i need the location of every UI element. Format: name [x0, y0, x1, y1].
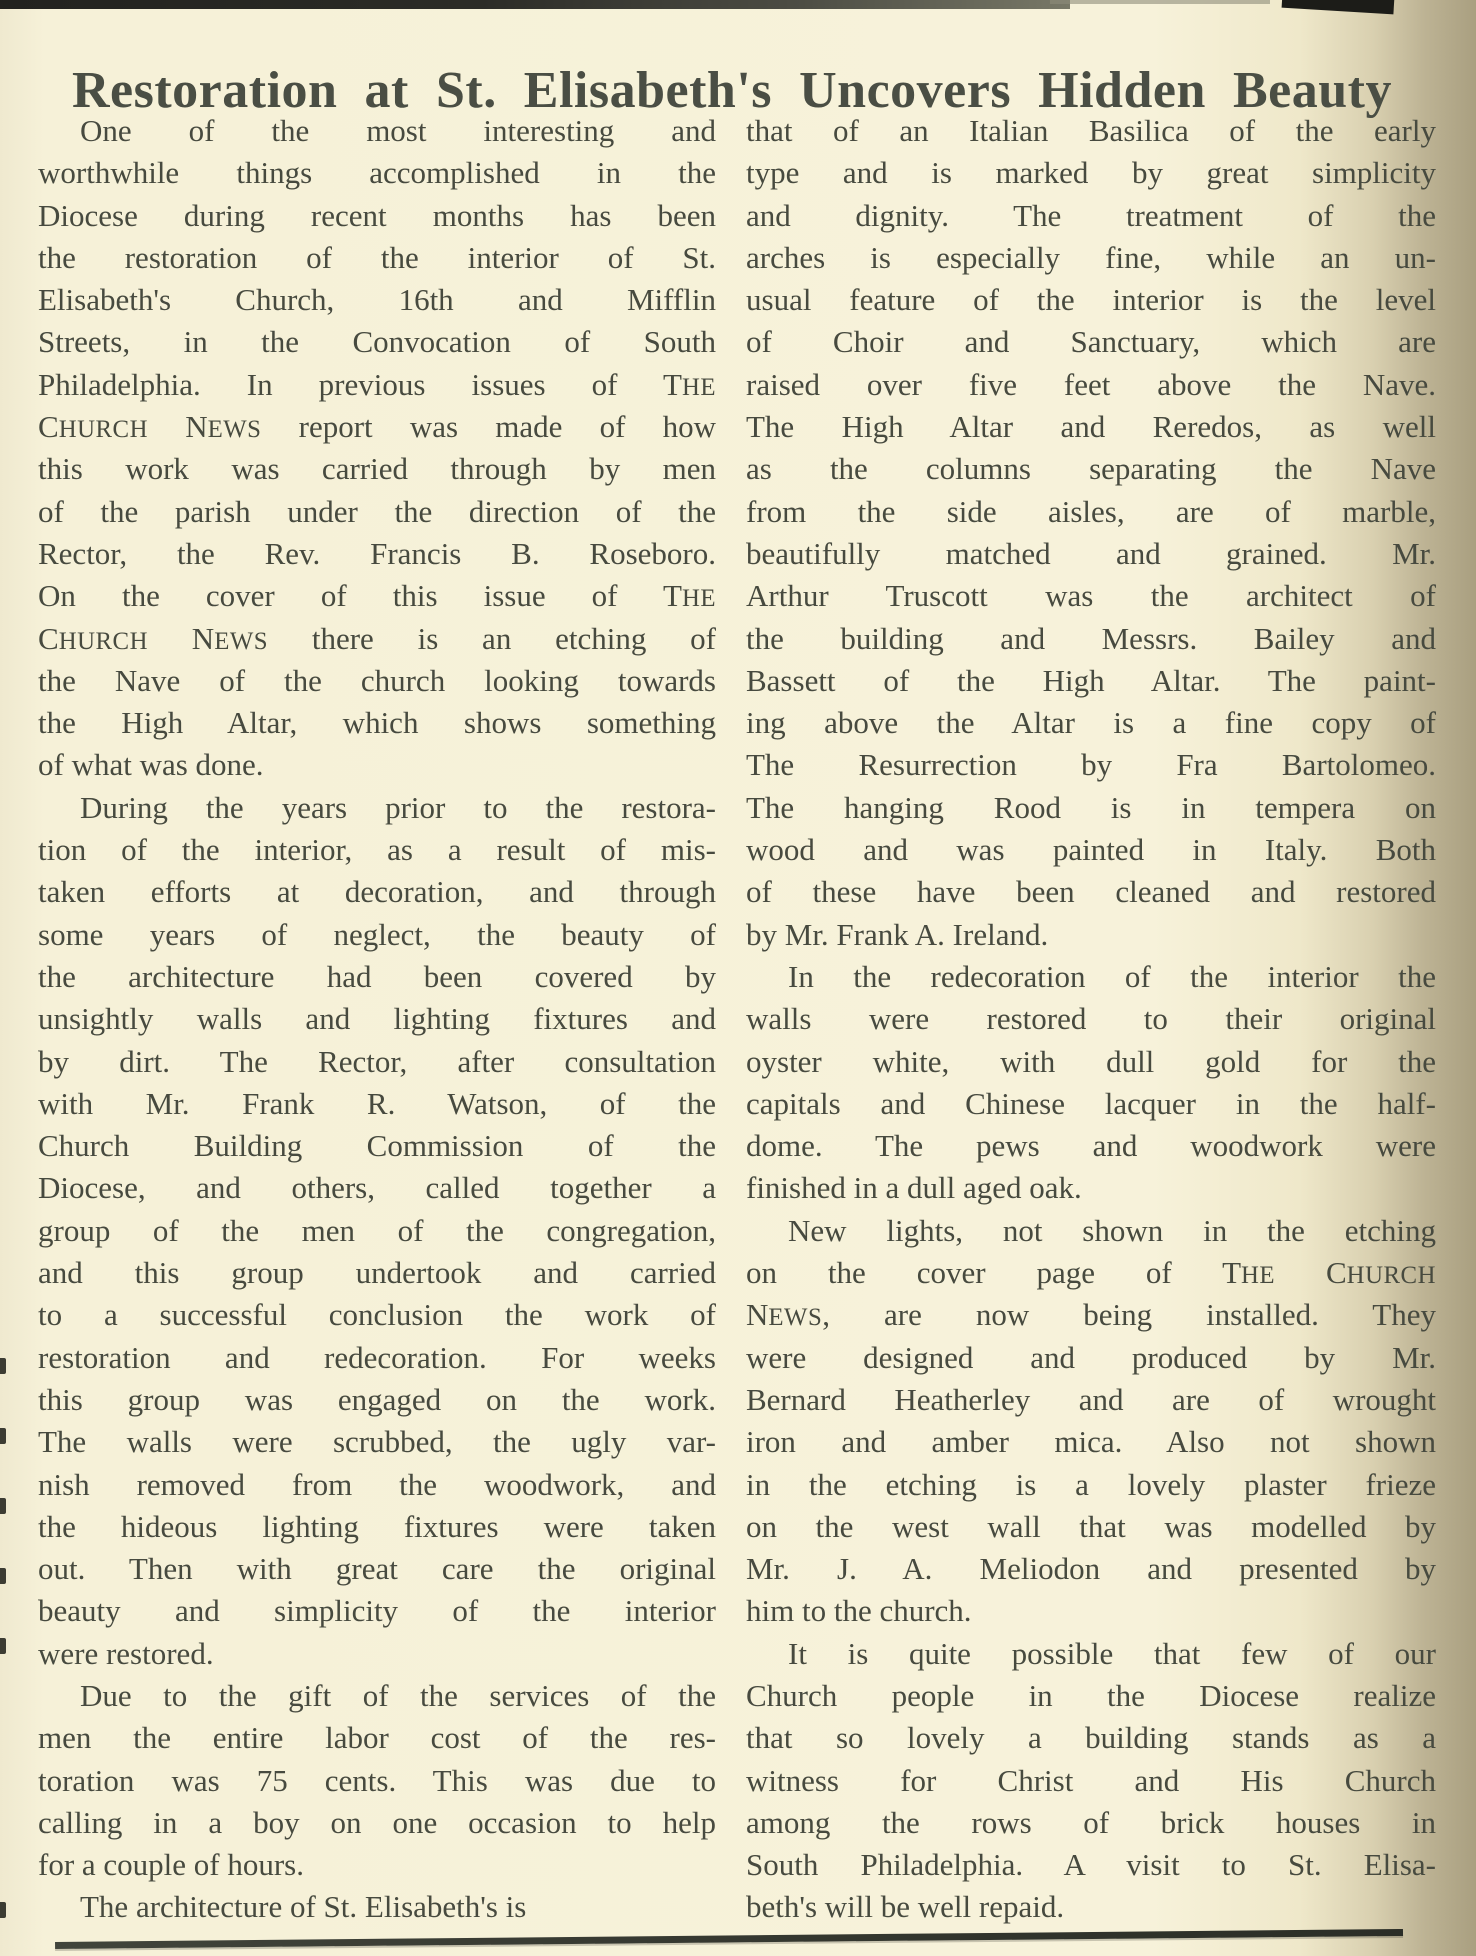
text-line: this group was engaged on the work.	[38, 1381, 716, 1417]
left-edge-bleed-mark	[0, 1358, 6, 1374]
text-line: from the side aisles, are of marble,	[746, 493, 1436, 529]
text-line: arches is especially fine, while an un-	[746, 239, 1436, 275]
bottom-rule	[55, 1929, 1403, 1949]
text-line: the building and Messrs. Bailey and	[746, 620, 1436, 656]
text-line: beautifully matched and grained. Mr.	[746, 535, 1436, 571]
text-line: men the entire labor cost of the res-	[38, 1720, 716, 1756]
text-line: restoration and redecoration. For weeks	[38, 1339, 716, 1375]
text-line: the Nave of the church looking towards	[38, 662, 716, 698]
text-line: tion of the interior, as a result of mis-	[38, 832, 716, 868]
text-line: Diocese during recent months has been	[38, 197, 716, 233]
text-line: The architecture of St. Elisabeth's is	[80, 1889, 527, 1925]
right-column	[746, 110, 1436, 1929]
text-line: among the rows of brick houses in	[746, 1804, 1436, 1840]
text-line: were designed and produced by Mr.	[746, 1339, 1436, 1375]
text-line: It is quite possible that few of our	[788, 1635, 1436, 1671]
text-line: In the redecoration of the interior the	[788, 958, 1436, 994]
text-line: South Philadelphia. A visit to St. Elisa-	[746, 1847, 1436, 1883]
text-line: on the cover page of THE CHURCH	[746, 1255, 1436, 1291]
top-rule-artifact	[0, 0, 1070, 9]
text-line: in the etching is a lovely plaster frieze	[746, 1466, 1436, 1502]
text-line: that so lovely a building stands as a	[746, 1720, 1436, 1756]
text-line: Philadelphia. In previous issues of THE	[38, 366, 716, 402]
text-line: with Mr. Frank R. Watson, of the	[38, 1085, 716, 1121]
text-line: the restoration of the interior of St.	[38, 239, 716, 275]
text-line: The Resurrection by Fra Bartolomeo.	[746, 747, 1436, 783]
text-line: of these have been cleaned and restored	[746, 874, 1436, 910]
text-line: this work was carried through by men	[38, 451, 716, 487]
text-line: dome. The pews and woodwork were	[746, 1128, 1436, 1164]
text-line: of the parish under the direction of the	[38, 493, 716, 529]
text-line: calling in a boy on one occasion to help	[38, 1804, 716, 1840]
text-line: that of an Italian Basilica of the early	[746, 113, 1436, 148]
text-line: Elisabeth's Church, 16th and Mifflin	[38, 282, 716, 318]
text-line: wood and was painted in Italy. Both	[746, 832, 1436, 868]
top-rule-faint-artifact	[1050, 0, 1270, 4]
text-line: walls were restored to their original	[746, 1001, 1436, 1037]
text-line: as the columns separating the Nave	[746, 451, 1436, 487]
left-edge-bleed-mark	[0, 1568, 6, 1584]
text-line: Streets, in the Convocation of South	[38, 324, 716, 360]
text-line: The hanging Rood is in tempera on	[746, 789, 1436, 825]
text-line: Arthur Truscott was the architect of	[746, 578, 1436, 614]
text-line: On the cover of this issue of THE	[38, 578, 716, 614]
text-line: Bernard Heatherley and are of wrought	[746, 1381, 1436, 1417]
left-edge-bleed-mark	[0, 1428, 6, 1444]
text-line: CHURCH NEWS report was made of how	[38, 409, 716, 445]
left-column	[38, 110, 716, 1929]
text-line: the architecture had been covered by	[38, 958, 716, 994]
text-line: New lights, not shown in the etching	[788, 1212, 1436, 1248]
left-edge-bleed-mark	[0, 1498, 6, 1514]
text-line: Church people in the Diocese realize	[746, 1677, 1436, 1713]
text-line: and dignity. The treatment of the	[746, 197, 1436, 233]
text-line: him to the church.	[746, 1593, 972, 1629]
top-right-ink-mark	[1282, 0, 1395, 14]
text-line: worthwhile things accomplished in the	[38, 155, 716, 191]
text-line: iron and amber mica. Also not shown	[746, 1424, 1436, 1460]
article-headline: Restoration at St. Elisabeth's Uncovers Hidden Beauty	[72, 61, 1392, 119]
text-line: raised over five feet above the Nave.	[746, 366, 1436, 402]
text-line: ing above the Altar is a fine copy of	[746, 705, 1436, 741]
text-line: and this group undertook and carried	[38, 1255, 716, 1291]
text-line: The High Altar and Reredos, as well	[746, 409, 1436, 445]
text-line: beth's will be well repaid.	[746, 1889, 1065, 1925]
text-line: on the west wall that was modelled by	[746, 1508, 1436, 1544]
text-line: the High Altar, which shows something	[38, 705, 716, 741]
text-line: witness for Christ and His Church	[746, 1762, 1436, 1798]
text-line: group of the men of the congregation,	[38, 1212, 716, 1248]
text-line: Mr. J. A. Meliodon and presented by	[746, 1551, 1436, 1587]
text-line: by dirt. The Rector, after consultation	[38, 1043, 716, 1079]
text-line: were restored.	[38, 1635, 214, 1671]
text-line: Bassett of the High Altar. The paint-	[746, 662, 1436, 698]
text-line: some years of neglect, the beauty of	[38, 916, 716, 952]
text-line: by Mr. Frank A. Ireland.	[746, 916, 1049, 952]
text-line: The walls were scrubbed, the ugly var-	[38, 1424, 716, 1460]
text-line: oyster white, with dull gold for the	[746, 1043, 1436, 1079]
text-line: usual feature of the interior is the level	[746, 282, 1436, 318]
text-line: taken efforts at decoration, and through	[38, 874, 716, 910]
text-line: Rector, the Rev. Francis B. Roseboro.	[38, 535, 716, 571]
text-line: Due to the gift of the services of the	[80, 1677, 716, 1713]
text-line: of Choir and Sanctuary, which are	[746, 324, 1436, 360]
text-line: finished in a dull aged oak.	[746, 1170, 1082, 1206]
text-line: CHURCH NEWS there is an etching of	[38, 620, 716, 656]
text-line: toration was 75 cents. This was due to	[38, 1762, 716, 1798]
text-line: NEWS, are now being installed. They	[746, 1297, 1436, 1333]
text-line: to a successful conclusion the work of	[38, 1297, 716, 1333]
text-line: nish removed from the woodwork, and	[38, 1466, 716, 1502]
left-edge-bleed-mark	[0, 1902, 6, 1918]
text-line: Diocese, and others, called together a	[38, 1170, 716, 1206]
text-line: capitals and Chinese lacquer in the half-	[746, 1085, 1436, 1121]
text-line: out. Then with great care the original	[38, 1551, 716, 1587]
text-line: One of the most interesting and	[80, 113, 716, 148]
text-line: unsightly walls and lighting fixtures and	[38, 1001, 716, 1037]
text-line: for a couple of hours.	[38, 1847, 304, 1883]
text-line: Church Building Commission of the	[38, 1128, 716, 1164]
text-line: the hideous lighting fixtures were taken	[38, 1508, 716, 1544]
text-line: beauty and simplicity of the interior	[38, 1593, 716, 1629]
text-line: During the years prior to the restora-	[80, 789, 716, 825]
text-line: type and is marked by great simplicity	[746, 155, 1436, 191]
text-line: of what was done.	[38, 747, 264, 783]
left-edge-bleed-mark	[0, 1638, 6, 1654]
